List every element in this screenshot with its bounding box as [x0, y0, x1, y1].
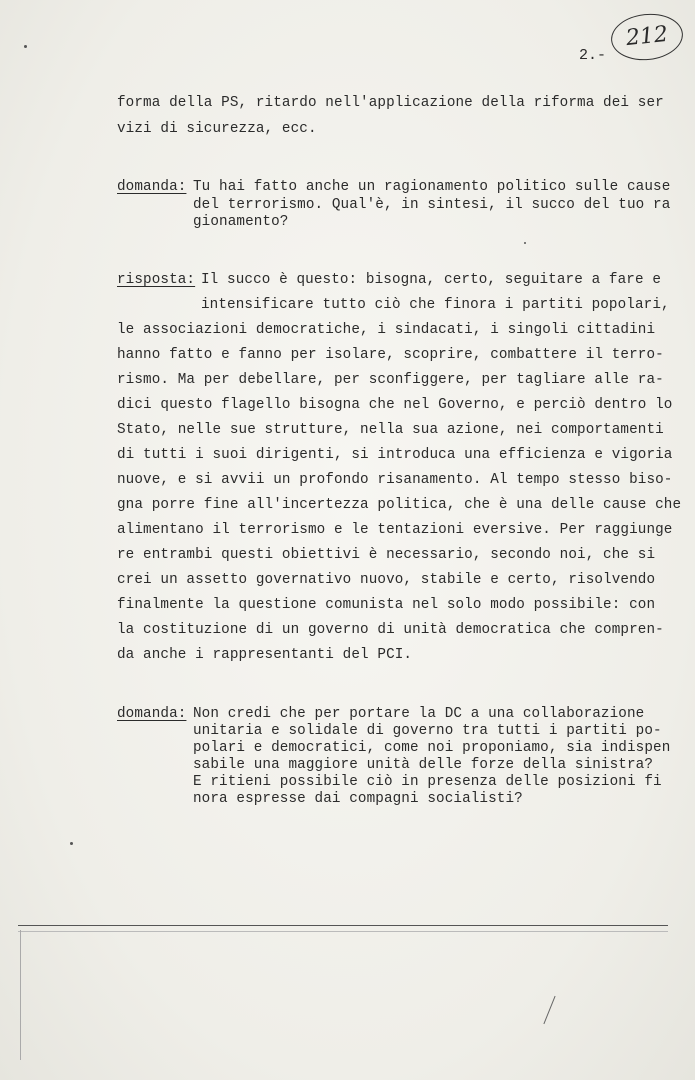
answer-line: gna porre fine all'incertezza politica, che è una delle cause che — [117, 497, 682, 513]
page-fold-shadow — [18, 931, 668, 932]
question-line: sabile una maggiore unità delle forze della sinistra? — [193, 757, 654, 773]
question-line: Non credi che per portare la DC a una collaborazione — [193, 706, 645, 722]
answer-line: rismo. Ma per debellare, per sconfiggere, per tagliare alle ra- — [117, 372, 664, 388]
text-line: vizi di sicurezza, ecc. — [117, 121, 317, 137]
answer-label: risposta: — [117, 272, 196, 288]
page-fold-line — [18, 925, 668, 926]
scan-speck — [524, 242, 526, 244]
answer-line: finalmente la questione comunista nel solo modo possibile: con — [117, 597, 656, 613]
answer-line: Stato, nelle sue strutture, nella sua azione, nei comportamenti — [117, 422, 664, 438]
answer-line: hanno fatto e fanno per isolare, scoprire, combattere il terro- — [117, 347, 664, 363]
question-label: domanda: — [117, 706, 187, 722]
answer-line: la costituzione di un governo di unità democratica che compren- — [117, 622, 664, 638]
question-line: del terrorismo. Qual'è, in sintesi, il succo del tuo ra — [193, 197, 671, 213]
archive-number-stamp: 212 — [609, 10, 685, 63]
question-line: nora espresse dai compagni socialisti? — [193, 791, 523, 807]
page-number: 2.- — [579, 47, 607, 64]
scan-edge-line — [20, 930, 21, 1060]
answer-line: crei un assetto governativo nuovo, stabile e certo, risolvendo — [117, 572, 656, 588]
question-line: E ritieni possibile ciò in presenza delle posizioni fi — [193, 774, 662, 790]
answer-line: di tutti i suoi dirigenti, si introduca una efficienza e vigoria — [117, 447, 673, 463]
question-line: Tu hai fatto anche un ragionamento politico sulle cause — [193, 179, 671, 195]
answer-line: intensificare tutto ciò che finora i partiti popolari, — [201, 297, 670, 313]
answer-line: dici questo flagello bisogna che nel Governo, e perciò dentro lo — [117, 397, 673, 413]
question-label: domanda: — [117, 179, 187, 195]
question-line: polari e democratici, come noi proponiamo, sia indispen — [193, 740, 671, 756]
question-line: unitaria e solidale di governo tra tutti i partiti po- — [193, 723, 662, 739]
question-line: gionamento? — [193, 214, 289, 230]
answer-line: da anche i rappresentanti del PCI. — [117, 647, 413, 663]
scan-speck — [24, 45, 27, 48]
answer-line: alimentano il terrorismo e le tentazioni eversive. Per raggiunge — [117, 522, 673, 538]
text-line: forma della PS, ritardo nell'applicazione della riforma dei ser — [117, 95, 664, 111]
answer-line: re entrambi questi obiettivi è necessario, secondo noi, che si — [117, 547, 656, 563]
answer-line: le associazioni democratiche, i sindacati, i singoli cittadini — [117, 322, 656, 338]
answer-line: Il succo è questo: bisogna, certo, seguitare a fare e — [201, 272, 662, 288]
pencil-mark — [543, 996, 555, 1024]
answer-line: nuove, e si avvii un profondo risanamento. Al tempo stesso biso- — [117, 472, 673, 488]
scan-speck — [70, 842, 73, 845]
